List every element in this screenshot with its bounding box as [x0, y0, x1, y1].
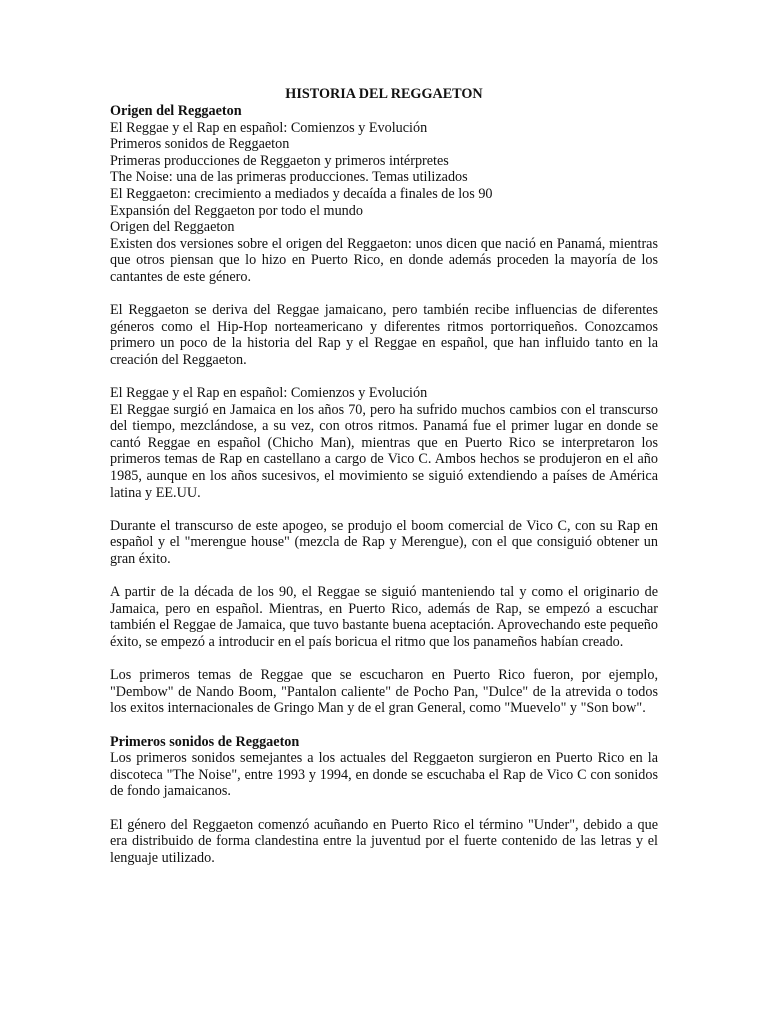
- paragraph-gap: [110, 286, 658, 303]
- toc-item: El Reggaeton: crecimiento a mediados y decaída a finales de los 90: [110, 185, 493, 202]
- paragraph: El Reggae surgió en Jamaica en los años 70, pero ha sufrido muchos cambios con el transcurso del tiempo, mezclándose, a su vez, con otros ritmos. Panamá fue el primer lugar en donde se cantó Reggae en español (Chicho Man), mientras que en Puerto Rico se interpretaron los primeros temas de Rap en castellano a cargo de Vico C. Ambos hechos se produjeron en el año 1985, aunque en los años sucesivos, el movimiento se siguió extendiendo a países de América latina y EE.UU.: [110, 401, 658, 501]
- paragraph: A partir de la década de los 90, el Reggae se siguió manteniendo tal y como el originario de Jamaica, pero en español. Mientras, en Puerto Rico, además de Rap, se empezó a escuchar también el Reggae de Jamaica, que tuvo bastante buena aceptación. Aprovechando este pequeño éxito, se empezó a introducir en el país boricua el ritmo que los panameños habían creado.: [110, 584, 658, 650]
- paragraph: Existen dos versiones sobre el origen del Reggaeton: unos dicen que nació en Panamá, mientras que otros piensan que lo hizo en Puerto Rico, en donde además proceden la mayoría de los cantantes de este género.: [110, 235, 658, 285]
- paragraph-gap: [110, 568, 658, 585]
- paragraph: Durante el transcurso de este apogeo, se produjo el boom comercial de Vico C, con su Rap en español y el "merengue house" (mezcla de Rap y Merengue), con el que consiguió obtener un gran éxito.: [110, 517, 658, 568]
- toc-item: El Reggae y el Rap en español: Comienzos y Evolución: [110, 119, 428, 136]
- toc-heading: Origen del Reggaeton: [110, 103, 242, 119]
- section-heading: El Reggae y el Rap en español: Comienzos y Evolución: [110, 385, 428, 402]
- toc-item: Expansión del Reggaeton por todo el mundo: [110, 202, 363, 219]
- paragraph-gap: [110, 717, 658, 734]
- document-page: [110, 86, 658, 866]
- toc-item: Primeros sonidos de Reggaeton: [110, 136, 290, 153]
- paragraph: Los primeros temas de Reggae que se escucharon en Puerto Rico fueron, por ejemplo, "Dembow" de Nando Boom, "Pantalon caliente" de Pocho Pan, "Dulce" de la atrevida o todos los exitos internacionales de Gringo Man y de el gran General, como "Muevelo" y "Son bow".: [110, 667, 658, 717]
- paragraph-gap: [110, 501, 658, 518]
- paragraph-gap: [110, 651, 658, 668]
- paragraph: El género del Reggaeton comenzó acuñando en Puerto Rico el término "Under", debido a que era distribuido de forma clandestina entre la juventud por el fuerte contenido de las letras y el lenguaje utilizado.: [110, 816, 658, 866]
- toc-item: Origen del Reggaeton: [110, 219, 235, 236]
- toc-item: Primeras producciones de Reggaeton y primeros intérpretes: [110, 152, 449, 169]
- paragraph-gap: [110, 369, 658, 386]
- toc-item: The Noise: una de las primeras producciones. Temas utilizados: [110, 169, 468, 186]
- paragraph-gap: [110, 800, 658, 817]
- document-title: HISTORIA DEL REGGAETON: [285, 86, 483, 102]
- section-heading: Primeros sonidos de Reggaeton: [110, 733, 300, 750]
- paragraph: El Reggaeton se deriva del Reggae jamaicano, pero también recibe influencias de diferentes géneros como el Hip-Hop norteamericano y diferentes ritmos portorriqueños. Conozcamos primero un poco de la historia del Rap y el Reggae en español, que han influido tanto en la creación del Reggaeton.: [110, 302, 658, 368]
- paragraph: Los primeros sonidos semejantes a los actuales del Reggaeton surgieron en Puerto Rico en la discoteca "The Noise", entre 1993 y 1994, en donde se escuchaba el Rap de Vico C con sonidos de fondo jamaicanos.: [110, 750, 658, 800]
